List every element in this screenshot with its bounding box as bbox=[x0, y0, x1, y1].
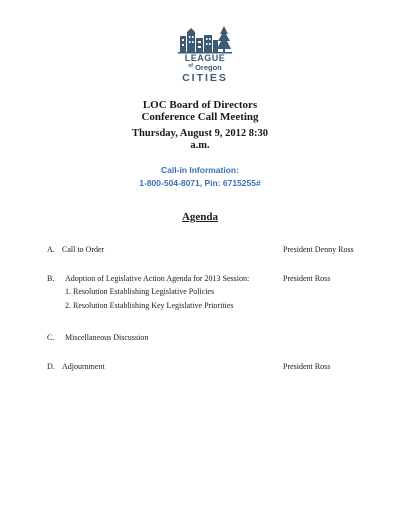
callin-label: Call-in Information: bbox=[161, 165, 239, 175]
logo-text-league: LEAGUE bbox=[184, 53, 226, 63]
agenda-item-text: Adjournment bbox=[62, 362, 105, 371]
agenda-item-presenter: President Ross bbox=[283, 274, 331, 283]
agenda-heading: Agenda bbox=[181, 211, 219, 223]
agenda-subitem: 1. Resolution Establishing Legislative Policies bbox=[65, 287, 215, 296]
city-skyline-icon bbox=[177, 26, 233, 54]
logo-text-oregon-word: Oregon bbox=[195, 63, 222, 72]
agenda-item-letter: B. bbox=[47, 274, 55, 283]
agenda-item-text: Adoption of Legislative Action Agenda for 2013 Session: bbox=[65, 274, 250, 283]
agenda-item-letter: C. bbox=[47, 333, 55, 342]
league-of-oregon-cities-logo bbox=[177, 26, 233, 86]
logo-text-of: of bbox=[188, 63, 193, 69]
logo-text-oregon bbox=[177, 64, 233, 72]
agenda-subitem: 2. Resolution Establishing Key Legislative Priorities bbox=[65, 301, 234, 310]
logo-text-cities: CITIES bbox=[182, 72, 228, 84]
callin-number: 1-800-504-8071, Pin: 6715255# bbox=[139, 178, 261, 188]
meeting-time: a.m. bbox=[190, 140, 210, 151]
document-subtitle: Conference Call Meeting bbox=[141, 111, 259, 123]
agenda-item-presenter: President Ross bbox=[283, 362, 331, 371]
agenda-item-presenter: President Denny Ross bbox=[283, 245, 354, 254]
agenda-item-letter: A. bbox=[47, 245, 55, 254]
agenda-item-text: Call to Order bbox=[62, 245, 105, 254]
meeting-date: Thursday, August 9, 2012 8:30 bbox=[132, 128, 268, 139]
agenda-item-text: Miscellaneous Discussion bbox=[65, 333, 149, 342]
agenda-item-letter: D. bbox=[47, 362, 55, 371]
document-title: LOC Board of Directors bbox=[142, 99, 258, 111]
